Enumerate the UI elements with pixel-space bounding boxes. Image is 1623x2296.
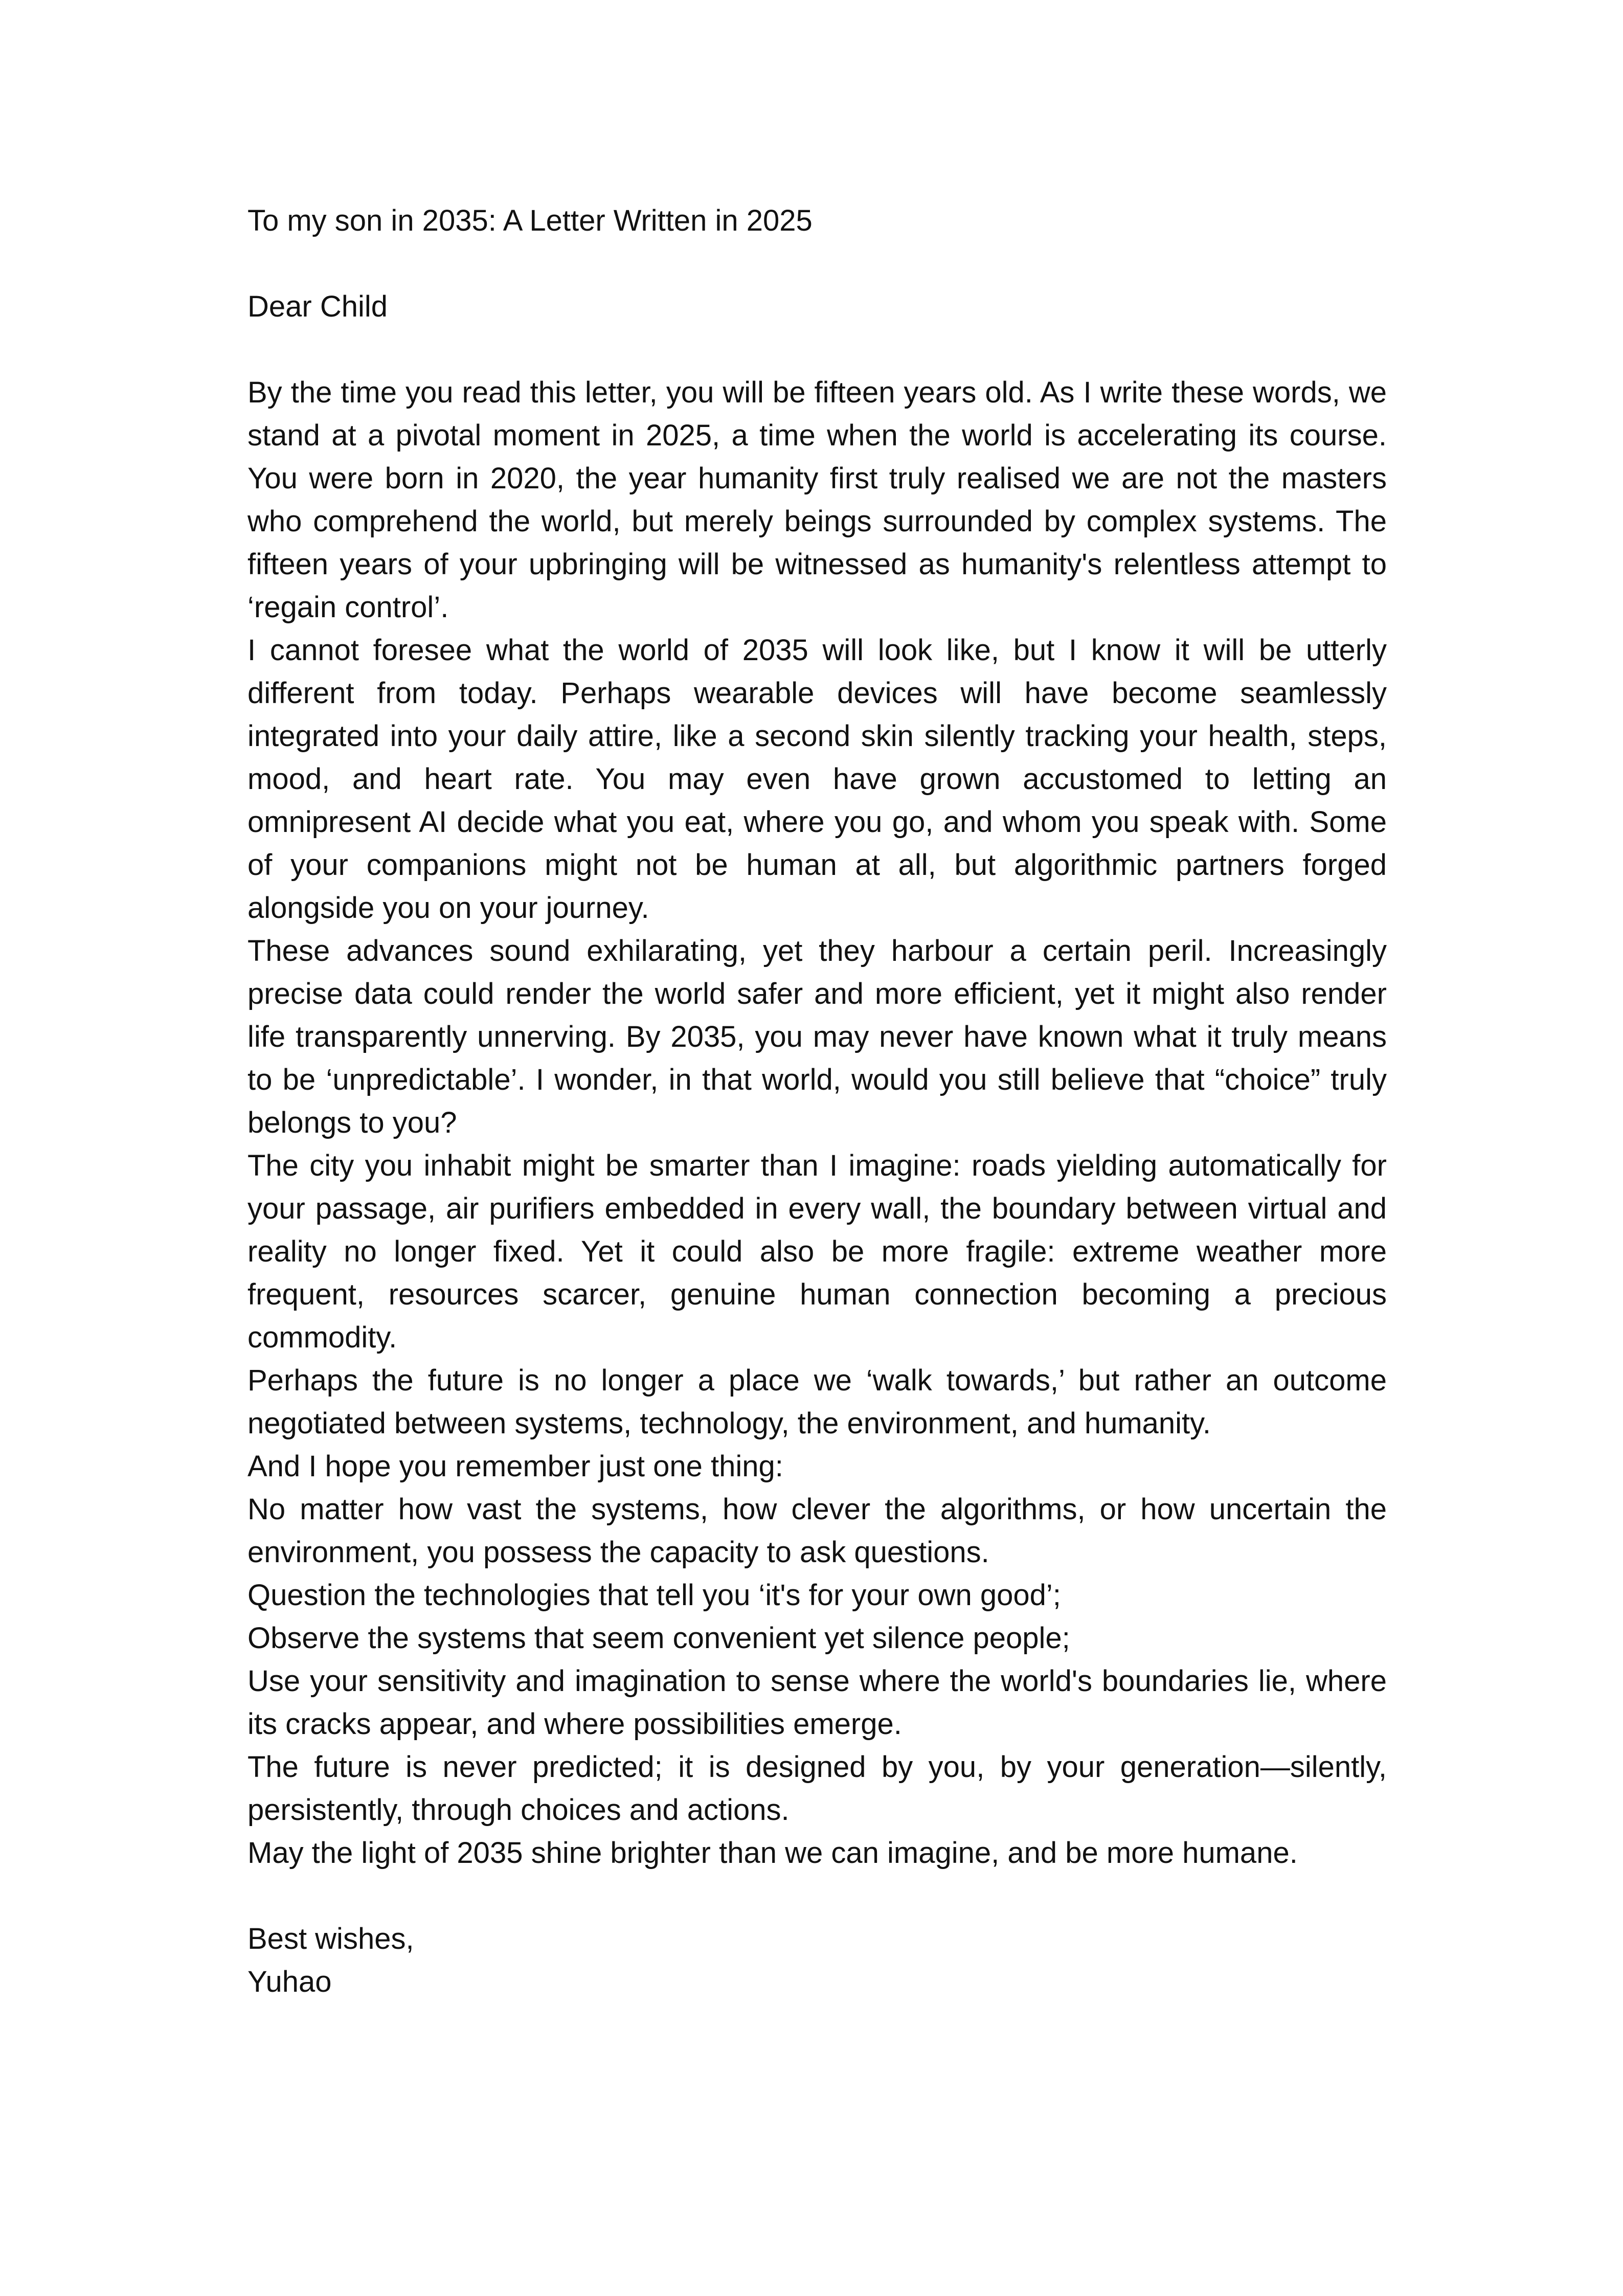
paragraph: May the light of 2035 shine brighter than we can imagine, and be more humane. — [247, 1836, 1298, 1870]
paragraph: I cannot foresee what the world of 2035 will look like, but I know it will be utterly different from today. Perhaps wearable devices will have become seamlessly integrated into your daily attire, like a second skin silently tracking your health, steps, mood, and heart rate. You may even have grown accustomed to letting an omnipresent AI decide what you eat, where you go, and whom you speak with. Some of your companions might not be human at all, but algorithmic partners forged alongside you on your journey. — [247, 634, 1387, 925]
letter-body — [247, 199, 1387, 2004]
paragraph: Use your sensitivity and imagination to sense where the world's boundaries lie, where its cracks appear, and where possibilities emerge. — [247, 1664, 1387, 1741]
paragraph: These advances sound exhilarating, yet they harbour a certain peril. Increasingly precise data could render the world safer and more efficient, yet it might also render life transparently unnerving. By 2035, you may never have known what it truly means to be ‘unpredictable’. I wonder, in that world, would you still believe that “choice” truly belongs to you? — [247, 934, 1387, 1139]
paragraph: And I hope you remember just one thing: — [247, 1450, 783, 1483]
spacer — [247, 328, 1387, 371]
salutation: Dear Child — [247, 290, 388, 323]
paragraph: The city you inhabit might be smarter than I imagine: roads yielding automatically for your passage, air purifiers embedded in every wall, the boundary between virtual and reality no longer fixed. Yet it could also be more fragile: extreme weather more frequent, resources scarcer, genuine human connection becoming a precious commodity. — [247, 1149, 1387, 1354]
paragraph: Question the technologies that tell you ‘it's for your own good’; — [247, 1579, 1061, 1612]
paragraph: Observe the systems that seem convenient yet silence people; — [247, 1622, 1070, 1655]
paragraph: By the time you read this letter, you will be fifteen years old. As I write these words, we stand at a pivotal moment in 2025, a time when the world is accelerating its course. You were born in 2020, the year humanity first truly realised we are not the masters who comprehend the world, but merely beings surrounded by complex systems. The fifteen years of your upbringing will be witnessed as humanity's relentless attempt to ‘regain control’. — [247, 376, 1387, 624]
paragraph: No matter how vast the systems, how clever the algorithms, or how uncertain the environment, you possess the capacity to ask questions. — [247, 1493, 1387, 1569]
paragraph: The future is never predicted; it is designed by you, by your generation—silently, persistently, through choices and actions. — [247, 1750, 1387, 1827]
signature: Yuhao — [247, 1965, 332, 1998]
spacer — [247, 242, 1387, 285]
spacer — [247, 1875, 1387, 1918]
paragraph: Perhaps the future is no longer a place we ‘walk towards,’ but rather an outcome negotiated between systems, technology, the environment, and humanity. — [247, 1364, 1387, 1440]
letter-title: To my son in 2035: A Letter Written in 2025 — [247, 204, 813, 237]
closing: Best wishes, — [247, 1922, 414, 1955]
